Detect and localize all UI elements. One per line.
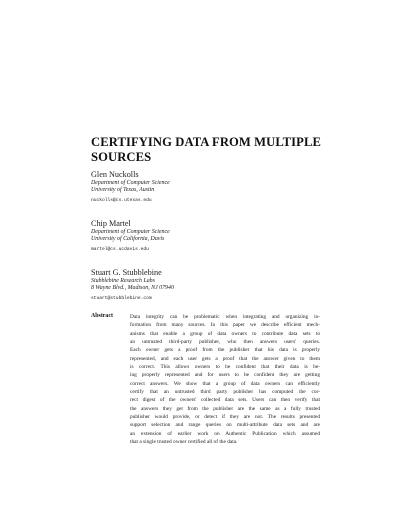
- abstract-line: Data integrity can be problematic when integrating and organizing in-: [130, 314, 320, 320]
- author-block: [91, 219, 351, 253]
- author-department: Stubblebine Research Labs: [91, 278, 155, 284]
- abstract-line: an untrusted third-party publisher, who then answers users' queries.: [130, 339, 320, 346]
- title-line: CERTIFYING DATA FROM MULTIPLE: [91, 135, 321, 149]
- abstract-line: formation from many sources. In this paper we describe efficient mech-: [130, 322, 320, 329]
- abstract-line: is correct. This allows owners to be confident that their data is be-: [130, 364, 320, 371]
- author-institution: 8 Wayne Blvd., Madison, NJ 07940: [91, 285, 174, 292]
- abstract-line: publisher would provide, or detect if they are not. The results presented: [130, 414, 320, 421]
- abstract-line: certify that an untrusted third party publisher has computed the cor-: [130, 389, 320, 396]
- abstract-body: [130, 313, 320, 447]
- author-institution: University of California, Davis: [91, 236, 165, 243]
- paper-title: [91, 135, 331, 164]
- abstract-line: the answers they get from the publisher are the same as a fully trusted: [130, 405, 320, 412]
- author-email: martel@cs.ucdavis.edu: [91, 246, 149, 252]
- author-email: nuckolls@cs.utexas.edu: [91, 197, 152, 203]
- abstract-line: ing properly represented and for users to be confident they are getting: [130, 372, 320, 379]
- author-name: Chip Martel: [91, 219, 131, 228]
- abstract-line: that a single trusted owner certified all of the data.: [130, 439, 238, 446]
- abstract-label: Abstract: [91, 313, 113, 319]
- author-department: Department of Computer Science: [91, 229, 170, 235]
- abstract-line: correct answers. We show that a group of data owners can efficiently: [130, 380, 320, 387]
- abstract-line: Each owner gets a proof from the publisher that his data is properly: [130, 347, 320, 354]
- author-name: Glen Nuckolls: [91, 170, 139, 179]
- author-institution: University of Texas, Austin: [91, 187, 155, 194]
- abstract-line: support selection and range queries on multi-attribute data sets and are: [130, 422, 320, 429]
- abstract-line: an extension of earlier work on Authentic Publication which assumed: [130, 430, 320, 437]
- abstract-line: anisms that enable a group of data owners to contribute data sets to: [130, 330, 320, 337]
- author-email: stuart@stubblebine.com: [91, 295, 152, 301]
- abstract-line: rect digest of the owners' collected data sets. Users can then verify that: [130, 397, 320, 404]
- author-department: Department of Computer Science: [91, 180, 170, 186]
- author-block: [91, 268, 351, 302]
- title-line: SOURCES: [91, 149, 152, 164]
- author-name: Stuart G. Stubblebine: [91, 268, 162, 277]
- author-block: [91, 170, 351, 204]
- abstract-line: represented, and each user gets a proof that the answer given to them: [130, 355, 320, 362]
